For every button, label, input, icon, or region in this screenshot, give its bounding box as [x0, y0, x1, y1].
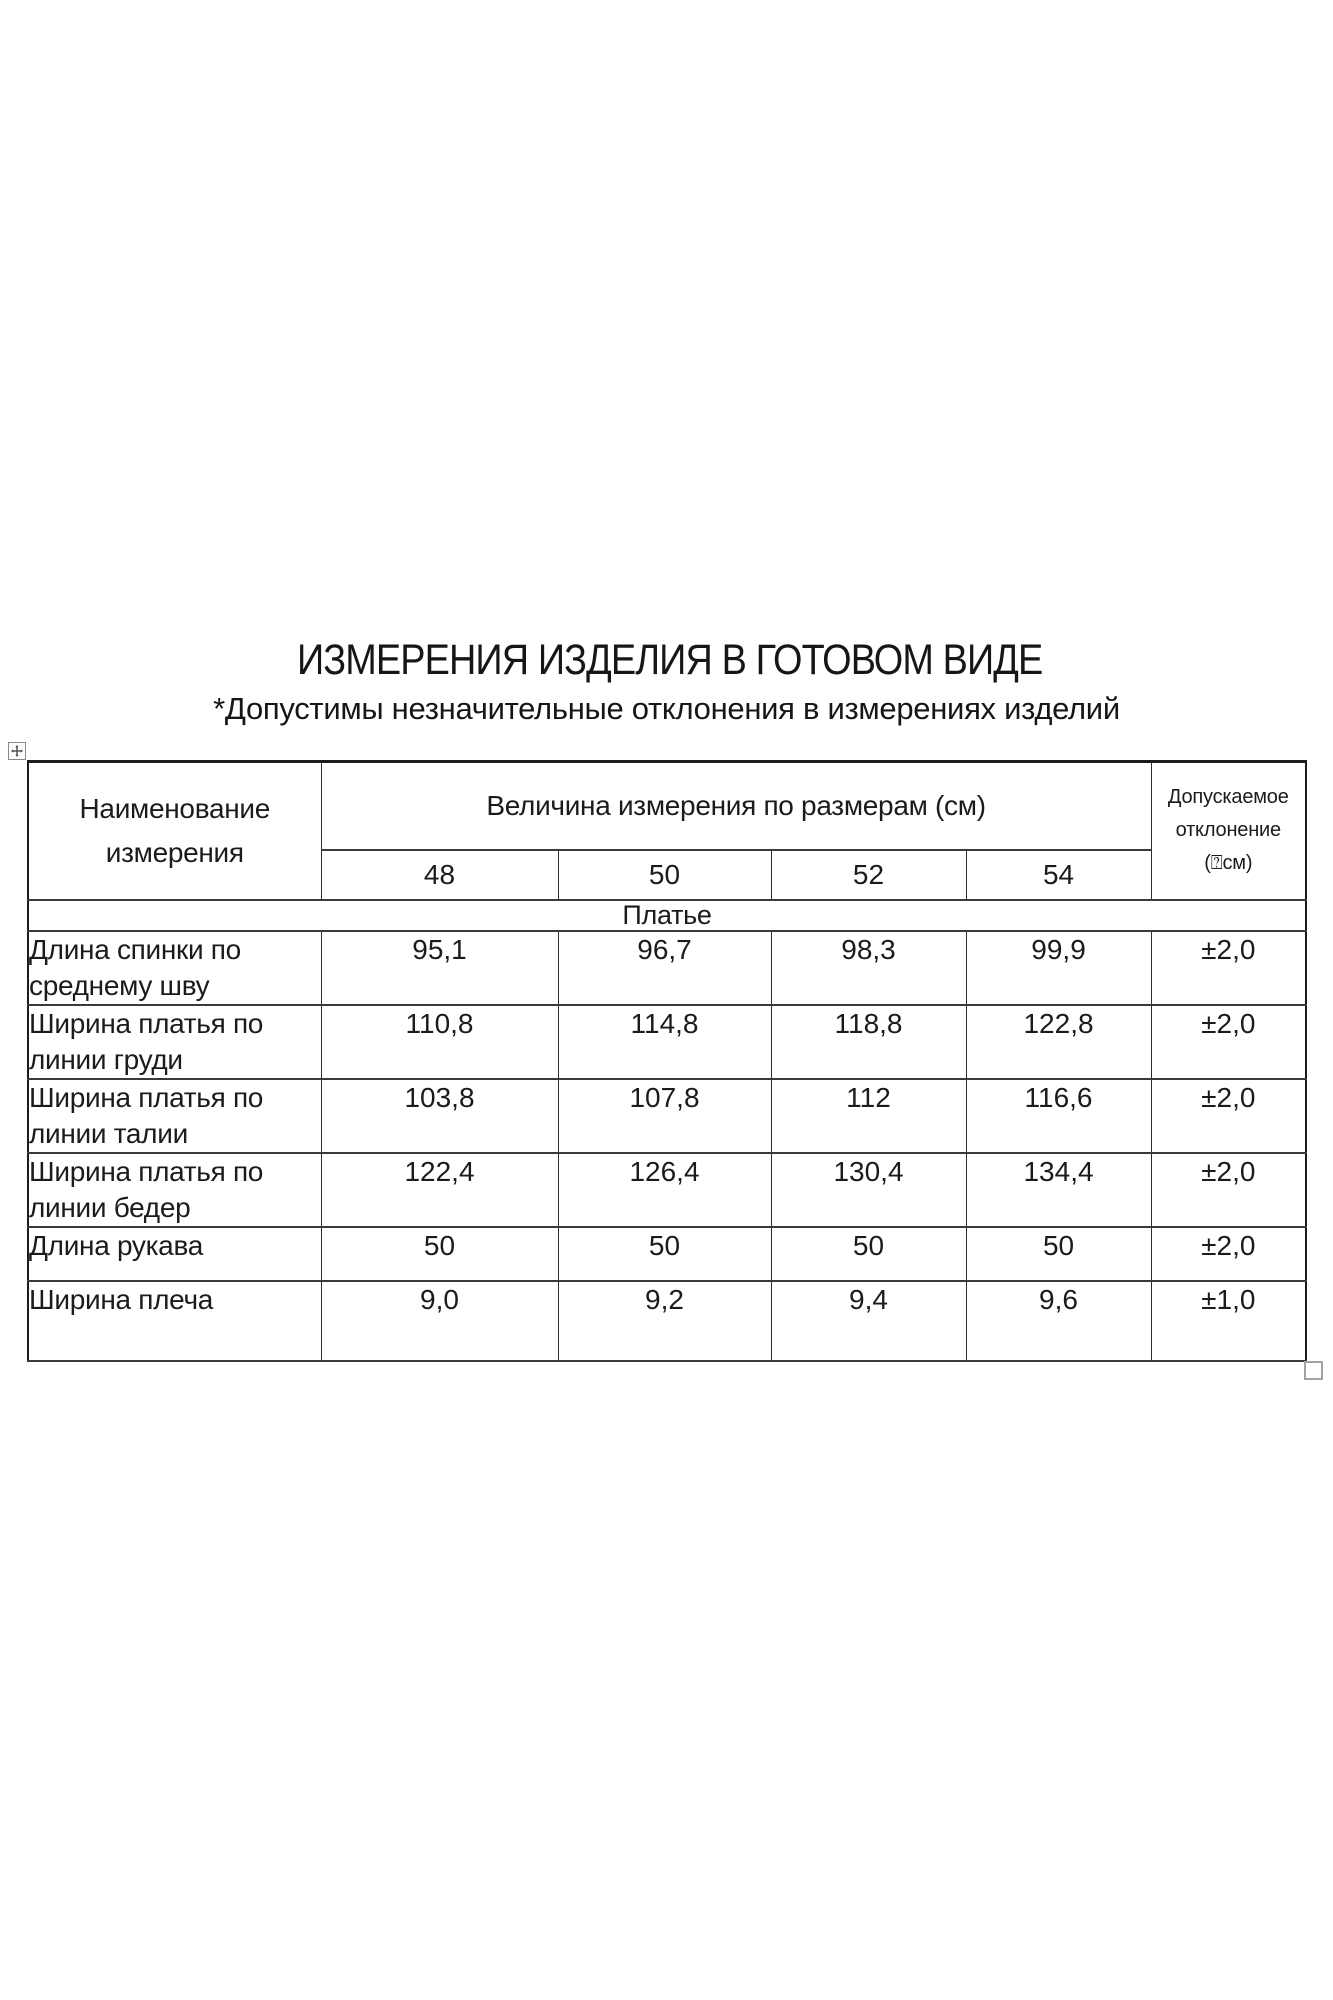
- table-row: [28, 1153, 1306, 1227]
- column-header-sizes-group: Величина измерения по размерам (см): [321, 762, 1151, 850]
- size-column-header-52: 52: [771, 850, 966, 900]
- header-row-top: [28, 762, 1306, 850]
- table-move-handle[interactable]: [8, 742, 26, 760]
- deviation-cell: ±1,0: [1151, 1281, 1306, 1361]
- column-header-measurement-name: Наименование измерения: [28, 762, 321, 900]
- size-column-header-54: 54: [966, 850, 1151, 900]
- table-row: [28, 1005, 1306, 1079]
- value-cell: 96,7: [558, 931, 771, 1005]
- section-row: [28, 900, 1306, 931]
- value-cell: 9,0: [321, 1281, 558, 1361]
- table-row: [28, 1079, 1306, 1153]
- deviation-cell: ±2,0: [1151, 1227, 1306, 1281]
- value-cell: 103,8: [321, 1079, 558, 1153]
- value-cell: 110,8: [321, 1005, 558, 1079]
- value-cell: 99,9: [966, 931, 1151, 1005]
- value-cell: 116,6: [966, 1079, 1151, 1153]
- size-column-header-50: 50: [558, 850, 771, 900]
- table-row: [28, 931, 1306, 1005]
- column-header-deviation: [1151, 762, 1306, 900]
- measurement-name-cell: Ширина платья по линии бедер: [28, 1153, 321, 1227]
- table-row: [28, 1281, 1306, 1361]
- value-cell: 98,3: [771, 931, 966, 1005]
- value-cell: 122,8: [966, 1005, 1151, 1079]
- deviation-cell: ±2,0: [1151, 1005, 1306, 1079]
- table-resize-handle[interactable]: [1304, 1361, 1323, 1380]
- deviation-cell: ±2,0: [1151, 1079, 1306, 1153]
- move-cross-icon: [11, 745, 23, 757]
- measurements-table-container: [27, 760, 1305, 1362]
- value-cell: 130,4: [771, 1153, 966, 1227]
- measurement-name-cell: Ширина платья по линии талии: [28, 1079, 321, 1153]
- page-subtitle: *Допустимы незначительные отклонения в измерениях изделий: [213, 691, 1120, 726]
- deviation-header-line: Допускаемое: [1167, 786, 1289, 809]
- value-cell: 9,4: [771, 1281, 966, 1361]
- measurements-table: [27, 760, 1307, 1362]
- value-cell: 9,2: [558, 1281, 771, 1361]
- value-cell: 95,1: [321, 931, 558, 1005]
- page-title: ИЗМЕРЕНИЯ ИЗДЕЛИЯ В ГОТОВОМ ВИДЕ: [296, 636, 1043, 684]
- measurement-name-cell: Ширина плеча: [28, 1281, 321, 1361]
- value-cell: 9,6: [966, 1281, 1151, 1361]
- section-label: Платье: [28, 900, 1306, 931]
- value-cell: 134,4: [966, 1153, 1151, 1227]
- deviation-header-line: (⍰см): [1204, 852, 1253, 875]
- value-cell: 107,8: [558, 1079, 771, 1153]
- table-row: [28, 1227, 1306, 1281]
- value-cell: 50: [771, 1227, 966, 1281]
- size-column-header-48: 48: [321, 850, 558, 900]
- deviation-header-line: отклонение: [1175, 819, 1281, 842]
- value-cell: 50: [558, 1227, 771, 1281]
- deviation-cell: ±2,0: [1151, 1153, 1306, 1227]
- value-cell: 50: [966, 1227, 1151, 1281]
- deviation-cell: ±2,0: [1151, 931, 1306, 1005]
- value-cell: 112: [771, 1079, 966, 1153]
- value-cell: 50: [321, 1227, 558, 1281]
- value-cell: 126,4: [558, 1153, 771, 1227]
- measurement-name-cell: Длина рукава: [28, 1227, 321, 1281]
- value-cell: 114,8: [558, 1005, 771, 1079]
- measurement-name-cell: Ширина платья по линии груди: [28, 1005, 321, 1079]
- value-cell: 122,4: [321, 1153, 558, 1227]
- measurement-name-cell: Длина спинки по среднему шву: [28, 931, 321, 1005]
- value-cell: 118,8: [771, 1005, 966, 1079]
